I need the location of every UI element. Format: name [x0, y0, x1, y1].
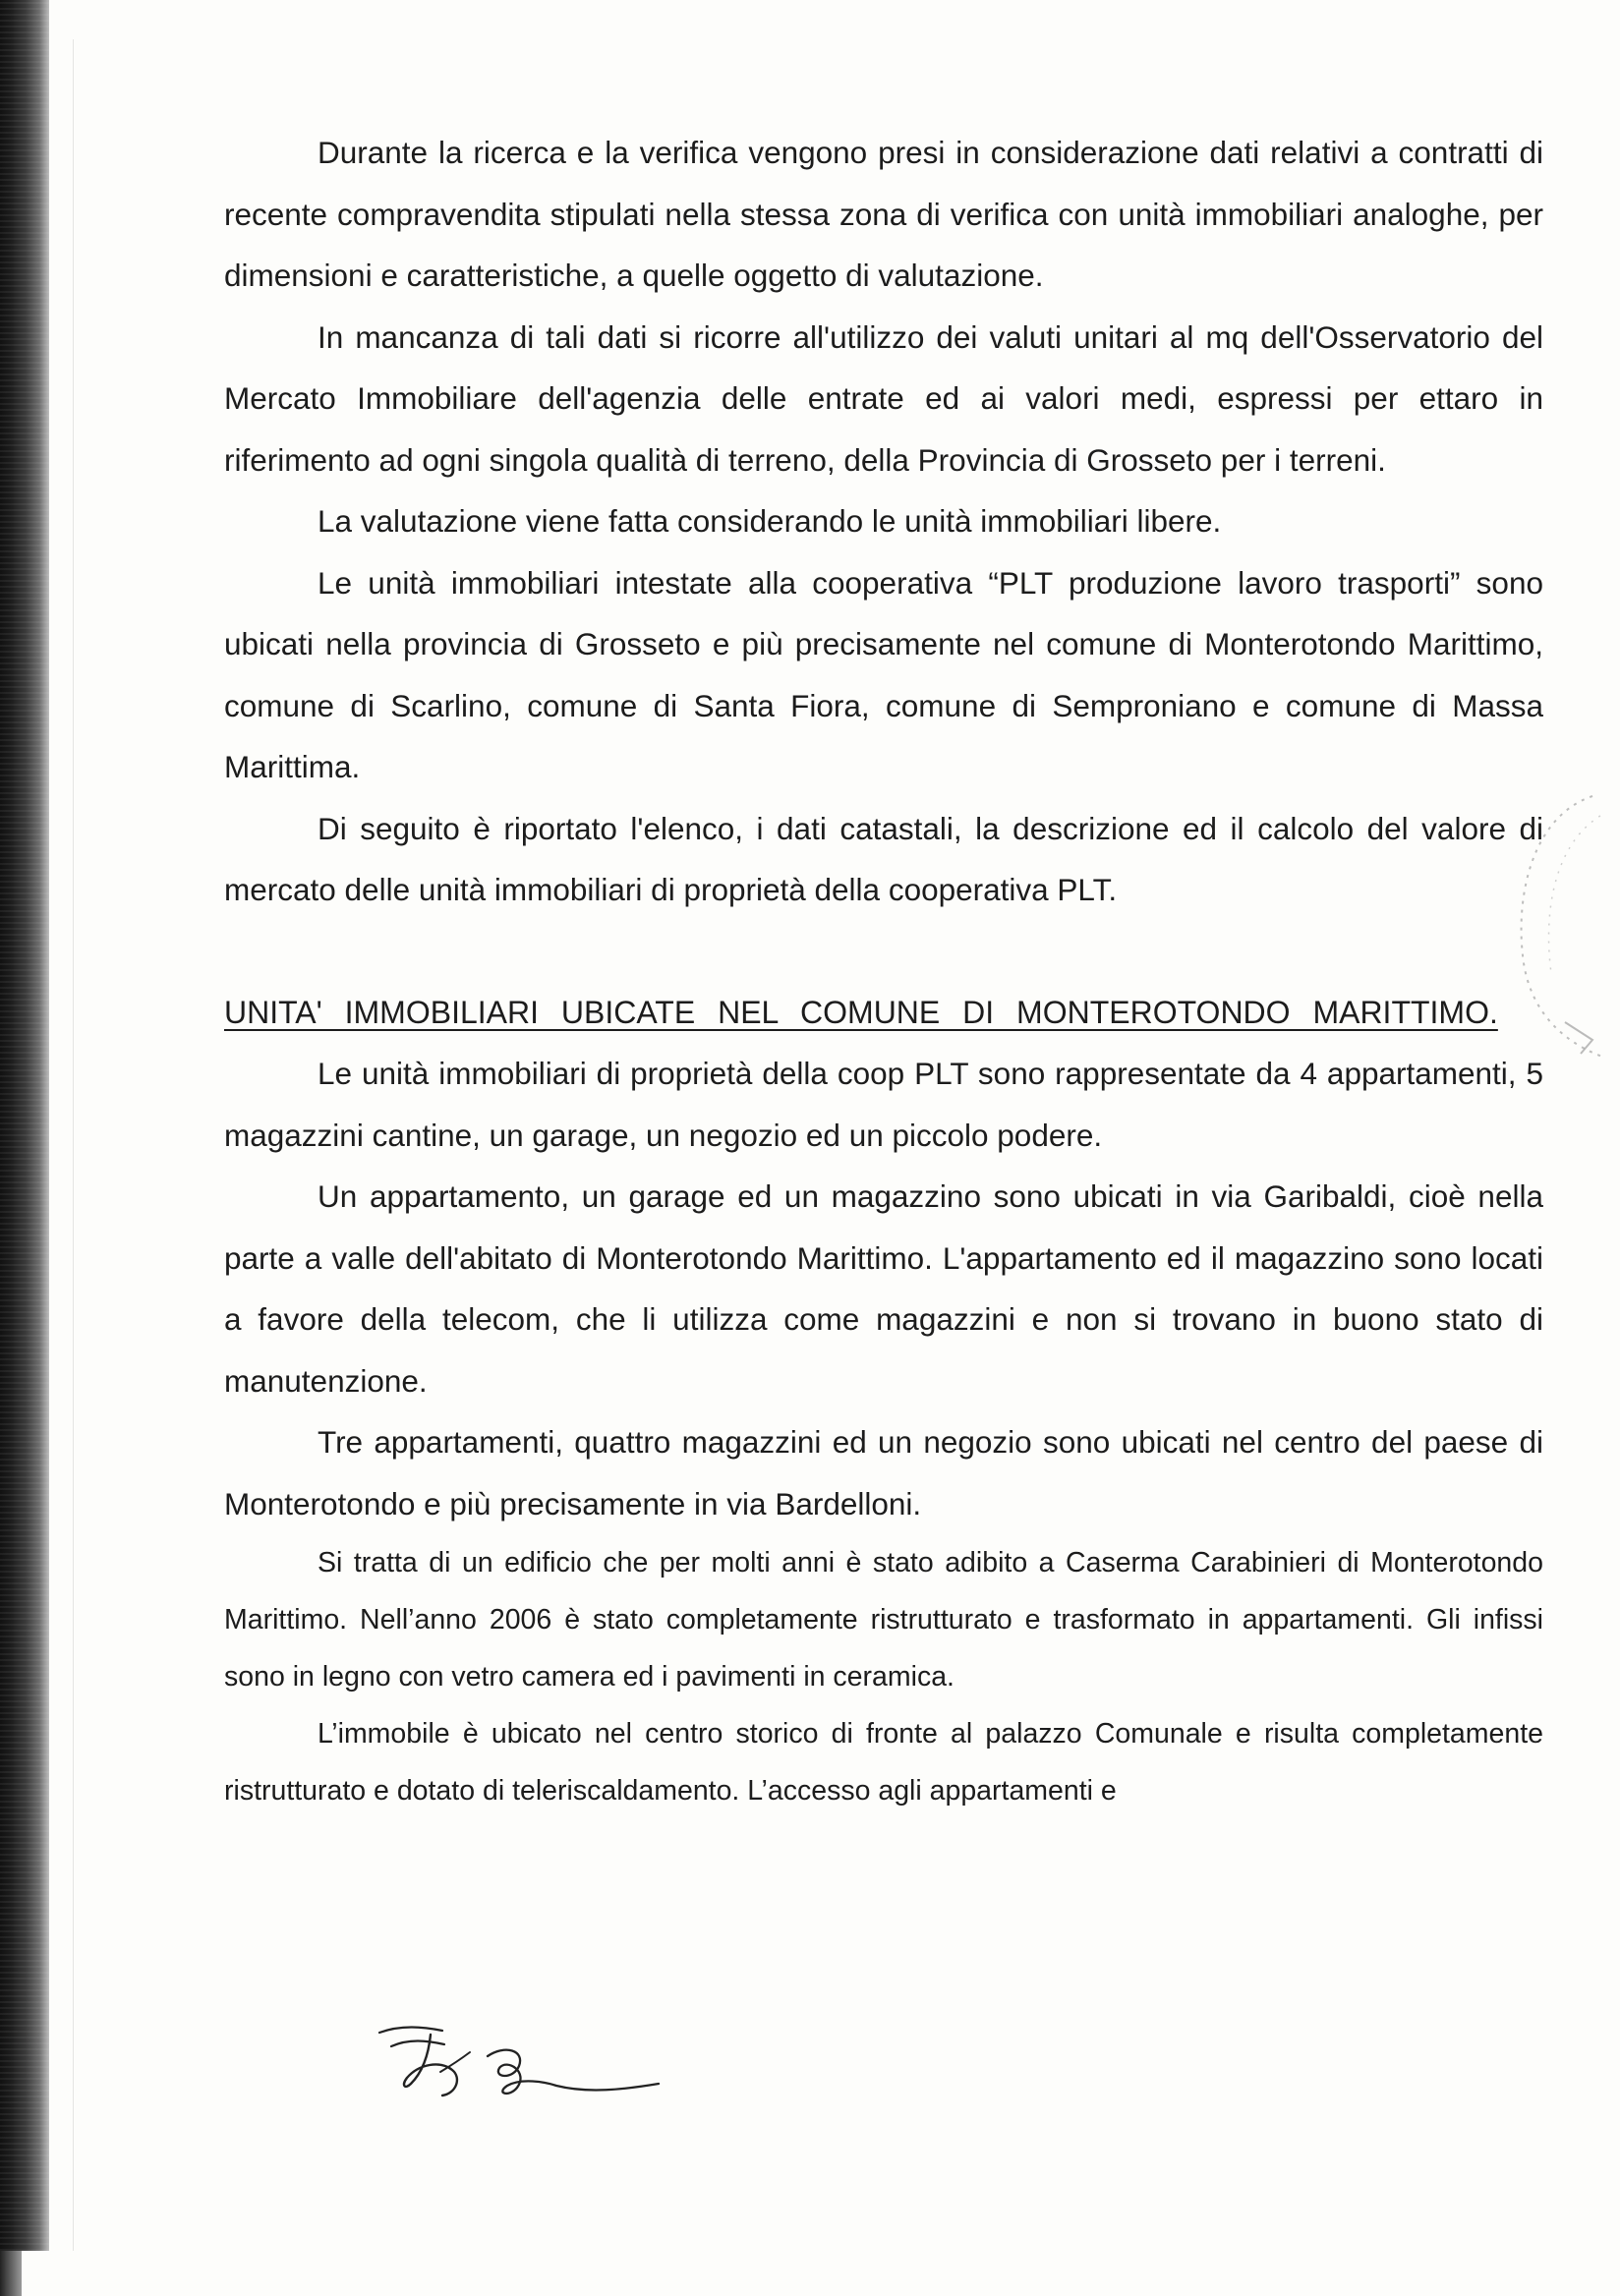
- paragraph-historic-center: L’immobile è ubicato nel centro storico di fronte al palazzo Comunale e risulta completamente ristrutturato e dotato di teleriscaldamento. L’accesso agli appartamenti e: [224, 1718, 1543, 1807]
- building-description-section: [224, 1534, 1543, 1819]
- scanner-edge-shadow: [0, 0, 49, 2251]
- paragraph-via-bardelloni: Tre appartamenti, quattro magazzini ed un negozio sono ubicati nel centro del paese di Monterotondo e più precisamente in via Bardelloni.: [224, 1424, 1543, 1521]
- handwritten-signature: [372, 2015, 666, 2123]
- introduction-section: [224, 122, 1543, 921]
- document-body: [224, 122, 1543, 1819]
- section-heading-monterotondo: UNITA' IMMOBILIARI UBICATE NEL COMUNE DI MONTEROTONDO MARITTIMO.: [224, 994, 1498, 1030]
- paragraph-via-garibaldi: Un appartamento, un garage ed un magazzino sono ubicati in via Garibaldi, cioè nella parte a valle dell'abitato di Monterotondo Marittimo. L'appartamento ed il magazzino sono locati a favore della telecom, che li utilizza come magazzini e non si trovano in buono stato di manutenzione.: [224, 1178, 1543, 1399]
- paragraph-former-barracks: Si tratta di un edificio che per molti anni è stato adibito a Caserma Carabinieri di Monterotondo Marittimo. Nell’anno 2006 è stato completamente ristrutturato e trasformato in appartamenti. Gli infissi sono in legno con vetro camera ed i pavimenti in ceramica.: [224, 1547, 1543, 1693]
- scanner-edge-tail: [0, 2251, 22, 2296]
- monterotondo-section: [224, 1043, 1543, 1534]
- paragraph-list-intro: Di seguito è riportato l'elenco, i dati catastali, la descrizione ed il calcolo del valore di mercato delle unità immobiliari di proprietà della cooperativa PLT.: [224, 810, 1543, 907]
- paragraph-free-units: La valutazione viene fatta considerando le unità immobiliari libere.: [318, 503, 1222, 539]
- paragraph-omi-values: In mancanza di tali dati si ricorre all'utilizzo dei valuti unitari al mq dell'Osservatorio del Mercato Immobiliare dell'agenzia delle entrate ed ai valori medi, espressi per ettaro in riferimento ad ogni singola qualità di terreno, della Provincia di Grosseto per i terreni.: [224, 318, 1543, 478]
- paragraph-comparable-sales: Durante la ricerca e la verifica vengono presi in considerazione dati relativi a contratti di recente compravendita stipulati nella stessa zona di verifica con unità immobiliari analoghe, per dimensioni e caratteristiche, a quelle oggetto di valutazione.: [224, 135, 1543, 293]
- paragraph-unit-count: Le unità immobiliari di proprietà della coop PLT sono rappresentate da 4 appartamenti, 5 magazzini cantine, un garage, un negozio ed un piccolo podere.: [224, 1056, 1543, 1153]
- scan-fold-line: [73, 39, 74, 2251]
- paragraph-plt-locations: Le unità immobiliari intestate alla cooperativa “PLT produzione lavoro trasporti” sono ubicati nella provincia di Grosseto e più precisamente nel comune di Monterotondo Marittimo, comune di Scarlino, comune di Santa Fiora, comune di Semproniano e comune di Massa Marittima.: [224, 564, 1543, 784]
